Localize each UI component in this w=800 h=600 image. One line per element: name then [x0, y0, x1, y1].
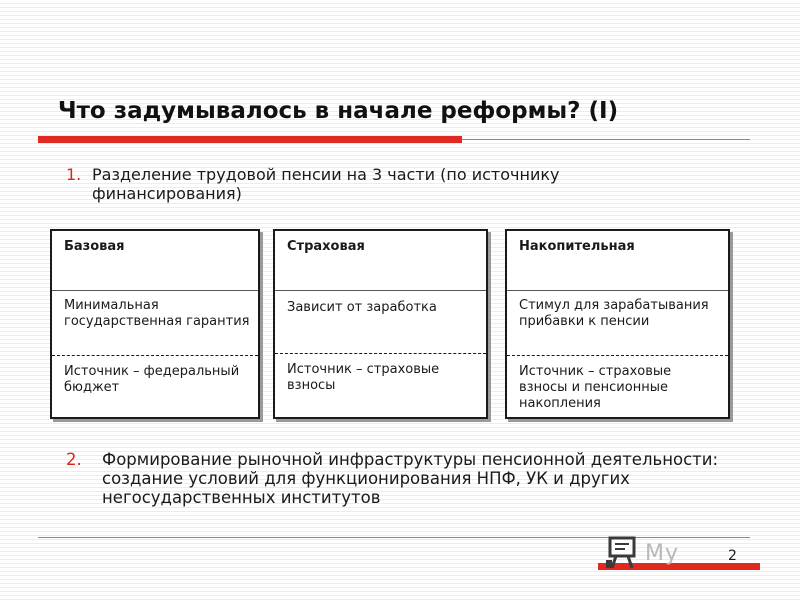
list-text-1: Разделение трудовой пенсии на 3 части (по источнику финансирования)	[92, 165, 560, 203]
list-item-2	[66, 450, 726, 507]
title-accent-bar	[38, 136, 462, 143]
divider-dashed	[275, 353, 486, 354]
part-source-insurance: Источник – страховые взносы	[287, 362, 440, 393]
pension-part-insurance	[273, 229, 488, 419]
page-number: 2	[728, 548, 737, 564]
part-source-funded: Источник – страховые взносы и пенсионные накопления	[519, 364, 672, 411]
pension-part-funded	[505, 229, 730, 419]
list-number-2: 2.	[66, 450, 82, 469]
part-name-base: Базовая	[64, 239, 125, 254]
divider-dashed	[52, 355, 258, 356]
pension-part-base	[50, 229, 260, 419]
presentation-board-icon	[604, 534, 642, 572]
list-text-2: Формирование рыночной инфраструктуры пенсионной деятельности: создание условий для функционирования НПФ, УК и других негосударственных институтов	[102, 450, 719, 507]
divider	[507, 290, 728, 291]
footer-divider	[38, 537, 750, 538]
list-item-1	[66, 165, 706, 203]
divider	[275, 290, 486, 291]
slide-title: Что задумывалось в начале реформы? (I)	[58, 98, 619, 124]
part-description-funded: Стимул для зарабатывания прибавки к пенсии	[519, 298, 709, 329]
divider-dashed	[507, 355, 728, 356]
part-name-funded: Накопительная	[519, 239, 635, 254]
part-description-base: Минимальная государственная гарантия	[64, 298, 250, 329]
part-name-insurance: Страховая	[287, 239, 365, 254]
divider	[52, 290, 258, 291]
part-source-base: Источник – федеральный бюджет	[64, 364, 240, 395]
part-description-insurance: Зависит от заработка	[287, 300, 437, 315]
list-number-1: 1.	[66, 165, 82, 184]
logo-text: My	[645, 541, 680, 566]
